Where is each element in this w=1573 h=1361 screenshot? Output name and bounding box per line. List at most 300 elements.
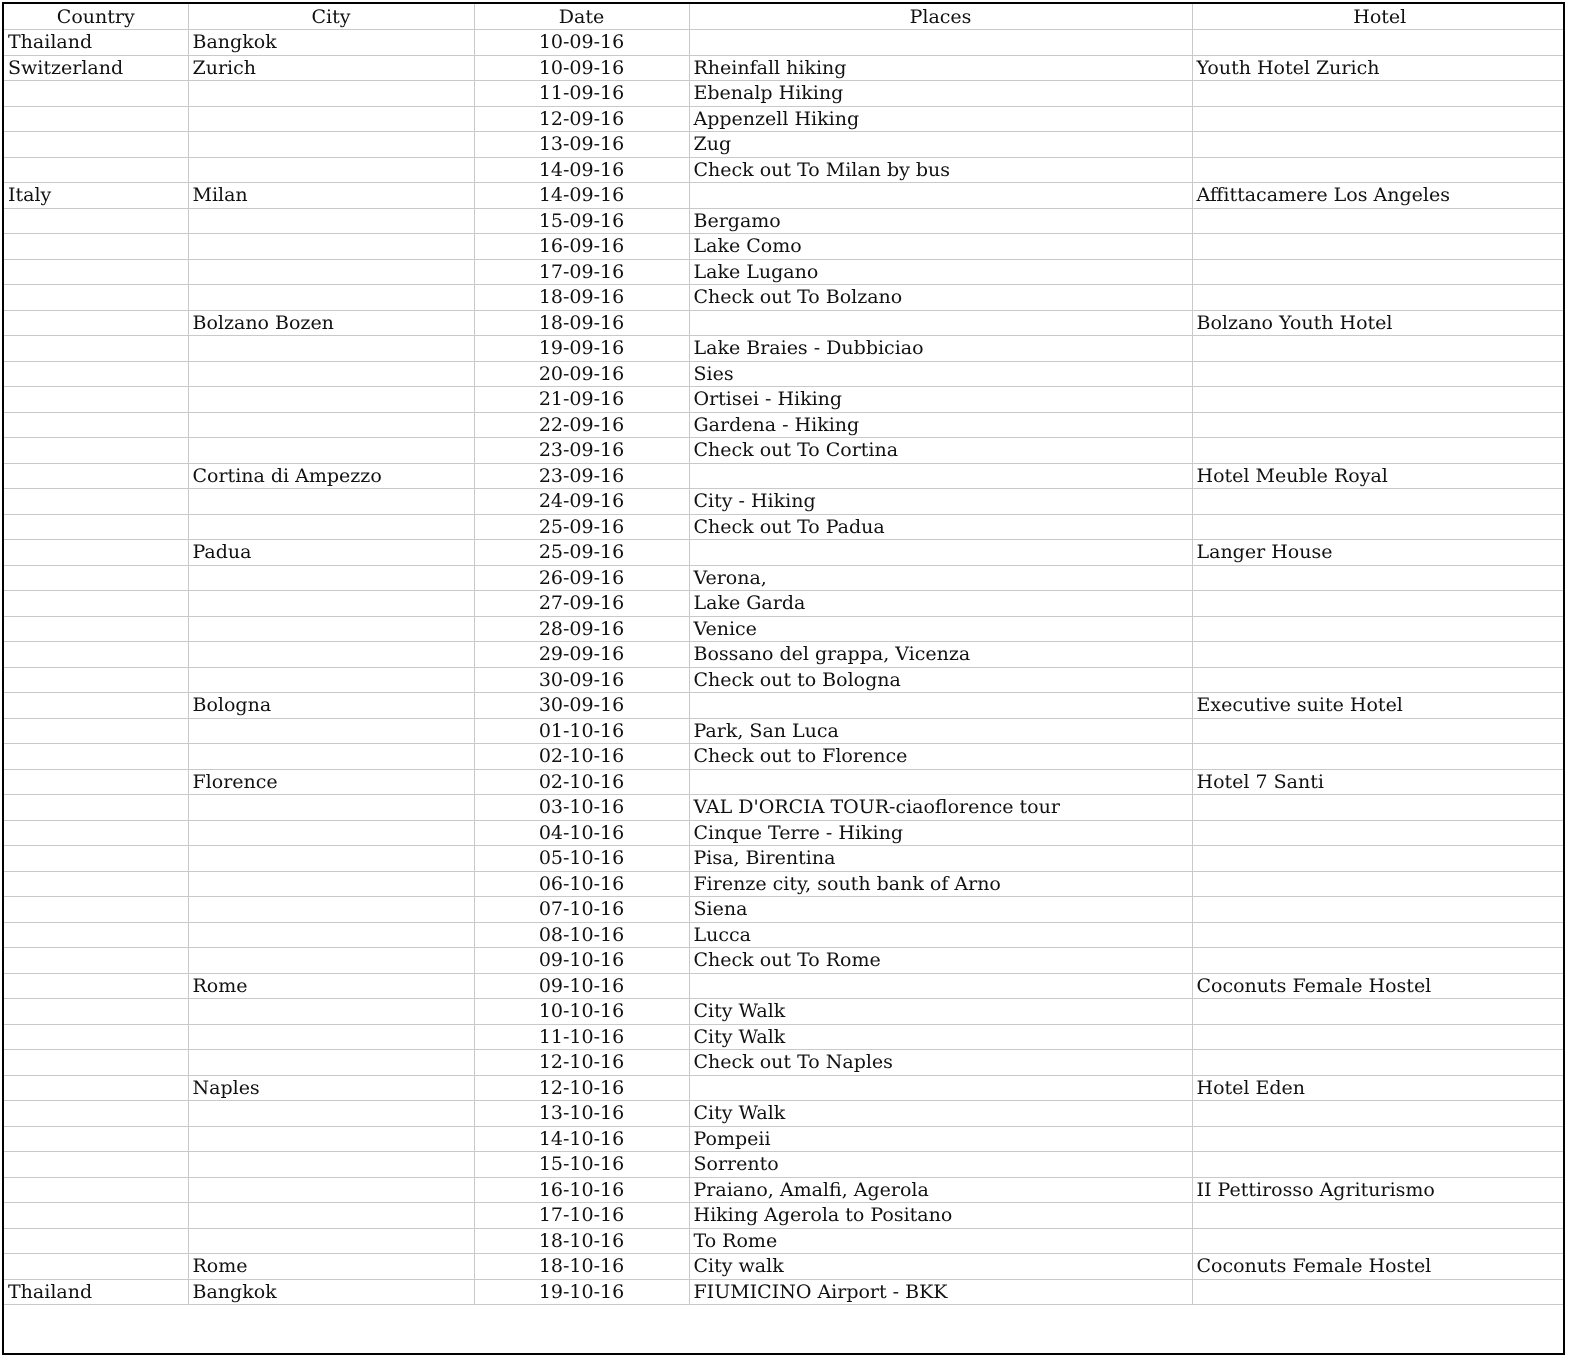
places-cell[interactable]: Firenze city, south bank of Arno: [689, 871, 1192, 897]
country-cell[interactable]: [4, 1024, 188, 1050]
city-cell[interactable]: [188, 336, 474, 362]
city-cell[interactable]: Rome: [188, 973, 474, 999]
date-cell[interactable]: 23-09-16: [474, 438, 689, 464]
city-cell[interactable]: Cortina di Ampezzo: [188, 463, 474, 489]
places-cell[interactable]: Check out to Bologna: [689, 667, 1192, 693]
country-cell[interactable]: [4, 1050, 188, 1076]
date-cell[interactable]: 05-10-16: [474, 846, 689, 872]
places-cell[interactable]: Check out To Naples: [689, 1050, 1192, 1076]
places-cell[interactable]: Check out To Padua: [689, 514, 1192, 540]
country-cell[interactable]: [4, 1254, 188, 1280]
places-cell[interactable]: Check out To Rome: [689, 948, 1192, 974]
places-cell[interactable]: Pompeii: [689, 1126, 1192, 1152]
country-cell[interactable]: [4, 540, 188, 566]
hotel-cell[interactable]: [1192, 922, 1565, 948]
city-cell[interactable]: [188, 81, 474, 107]
table-row: [4, 1075, 1565, 1101]
hotel-cell[interactable]: [1192, 897, 1565, 923]
table-row: [4, 1228, 1565, 1254]
hotel-cell[interactable]: Hotel 7 Santi: [1192, 769, 1565, 795]
country-cell[interactable]: [4, 514, 188, 540]
header-row: [4, 4, 1565, 30]
places-cell[interactable]: VAL D'ORCIA TOUR-ciaoflorence tour: [689, 795, 1192, 821]
date-cell[interactable]: 09-10-16: [474, 948, 689, 974]
city-cell[interactable]: Milan: [188, 183, 474, 209]
places-cell[interactable]: Siena: [689, 897, 1192, 923]
date-cell[interactable]: 06-10-16: [474, 871, 689, 897]
places-cell[interactable]: Verona,: [689, 565, 1192, 591]
table-row: [4, 1126, 1565, 1152]
table-row: [4, 106, 1565, 132]
hotel-cell[interactable]: [1192, 1101, 1565, 1127]
date-cell[interactable]: 26-09-16: [474, 565, 689, 591]
table-row: [4, 55, 1565, 81]
date-cell[interactable]: 15-10-16: [474, 1152, 689, 1178]
date-cell[interactable]: 25-09-16: [474, 514, 689, 540]
table-row: [4, 1024, 1565, 1050]
places-cell[interactable]: City Walk: [689, 1101, 1192, 1127]
city-cell[interactable]: [188, 234, 474, 260]
hotel-cell[interactable]: Bolzano Youth Hotel: [1192, 310, 1565, 336]
country-cell[interactable]: [4, 744, 188, 770]
city-cell[interactable]: [188, 718, 474, 744]
places-cell[interactable]: [689, 310, 1192, 336]
date-cell[interactable]: 17-09-16: [474, 259, 689, 285]
table-row: [4, 871, 1565, 897]
country-cell[interactable]: [4, 846, 188, 872]
hotel-cell[interactable]: [1192, 361, 1565, 387]
places-cell[interactable]: [689, 769, 1192, 795]
places-cell[interactable]: [689, 540, 1192, 566]
places-cell[interactable]: Bossano del grappa, Vicenza: [689, 642, 1192, 668]
country-cell[interactable]: [4, 1101, 188, 1127]
table-row: [4, 183, 1565, 209]
hotel-cell[interactable]: II Pettirosso Agriturismo: [1192, 1177, 1565, 1203]
date-cell[interactable]: 21-09-16: [474, 387, 689, 413]
hotel-cell[interactable]: [1192, 948, 1565, 974]
city-cell[interactable]: [188, 438, 474, 464]
places-cell[interactable]: Check out To Bolzano: [689, 285, 1192, 311]
places-cell[interactable]: Lake Garda: [689, 591, 1192, 617]
city-cell[interactable]: [188, 259, 474, 285]
country-cell[interactable]: [4, 1075, 188, 1101]
city-cell[interactable]: Bologna: [188, 693, 474, 719]
city-cell[interactable]: [188, 1101, 474, 1127]
city-cell[interactable]: [188, 897, 474, 923]
city-cell[interactable]: [188, 565, 474, 591]
hotel-cell[interactable]: [1192, 1152, 1565, 1178]
date-cell[interactable]: 18-10-16: [474, 1254, 689, 1280]
city-cell[interactable]: [188, 616, 474, 642]
hotel-cell[interactable]: [1192, 157, 1565, 183]
date-cell[interactable]: 07-10-16: [474, 897, 689, 923]
places-cell[interactable]: [689, 693, 1192, 719]
country-cell[interactable]: [4, 616, 188, 642]
city-cell[interactable]: Rome: [188, 1254, 474, 1280]
hotel-cell[interactable]: Coconuts Female Hostel: [1192, 973, 1565, 999]
places-cell[interactable]: [689, 30, 1192, 56]
hotel-cell[interactable]: [1192, 132, 1565, 158]
city-cell[interactable]: [188, 412, 474, 438]
table-row: [4, 718, 1565, 744]
date-cell[interactable]: 14-09-16: [474, 183, 689, 209]
date-cell[interactable]: 12-10-16: [474, 1050, 689, 1076]
table-row: [4, 540, 1565, 566]
date-cell[interactable]: 18-09-16: [474, 310, 689, 336]
city-cell[interactable]: [188, 1203, 474, 1229]
places-cell[interactable]: Venice: [689, 616, 1192, 642]
table-row: [4, 973, 1565, 999]
header-country[interactable]: Country: [4, 4, 188, 30]
city-cell[interactable]: [188, 489, 474, 515]
date-cell[interactable]: 12-10-16: [474, 1075, 689, 1101]
date-cell[interactable]: 04-10-16: [474, 820, 689, 846]
hotel-cell[interactable]: [1192, 591, 1565, 617]
city-cell[interactable]: [188, 795, 474, 821]
country-cell[interactable]: [4, 234, 188, 260]
hotel-cell[interactable]: [1192, 795, 1565, 821]
places-cell[interactable]: Ebenalp Hiking: [689, 81, 1192, 107]
table-row: [4, 336, 1565, 362]
table-row: [4, 1279, 1565, 1305]
hotel-cell[interactable]: Affittacamere Los Angeles: [1192, 183, 1565, 209]
date-cell[interactable]: 30-09-16: [474, 693, 689, 719]
city-cell[interactable]: Florence: [188, 769, 474, 795]
city-cell[interactable]: [188, 1126, 474, 1152]
hotel-cell[interactable]: Coconuts Female Hostel: [1192, 1254, 1565, 1280]
country-cell[interactable]: [4, 795, 188, 821]
table-row: [4, 820, 1565, 846]
date-cell[interactable]: 02-10-16: [474, 744, 689, 770]
date-cell[interactable]: 18-09-16: [474, 285, 689, 311]
date-cell[interactable]: 16-09-16: [474, 234, 689, 260]
country-cell[interactable]: [4, 361, 188, 387]
hotel-cell[interactable]: [1192, 1228, 1565, 1254]
table-row: [4, 514, 1565, 540]
country-cell[interactable]: [4, 999, 188, 1025]
hotel-cell[interactable]: Executive suite Hotel: [1192, 693, 1565, 719]
country-cell[interactable]: Thailand: [4, 30, 188, 56]
city-cell[interactable]: [188, 387, 474, 413]
country-cell[interactable]: [4, 922, 188, 948]
hotel-cell[interactable]: [1192, 871, 1565, 897]
hotel-cell[interactable]: [1192, 667, 1565, 693]
places-cell[interactable]: Check out to Florence: [689, 744, 1192, 770]
hotel-cell[interactable]: [1192, 336, 1565, 362]
country-cell[interactable]: [4, 871, 188, 897]
table-row: [4, 616, 1565, 642]
country-cell[interactable]: [4, 820, 188, 846]
places-cell[interactable]: [689, 183, 1192, 209]
table-row: [4, 208, 1565, 234]
table-row: [4, 1101, 1565, 1127]
country-cell[interactable]: [4, 438, 188, 464]
date-cell[interactable]: 24-09-16: [474, 489, 689, 515]
country-cell[interactable]: [4, 1126, 188, 1152]
places-cell[interactable]: Lucca: [689, 922, 1192, 948]
date-cell[interactable]: 12-09-16: [474, 106, 689, 132]
city-cell[interactable]: [188, 846, 474, 872]
city-cell[interactable]: [188, 1024, 474, 1050]
date-cell[interactable]: 16-10-16: [474, 1177, 689, 1203]
header-date[interactable]: Date: [474, 4, 689, 30]
hotel-cell[interactable]: [1192, 438, 1565, 464]
hotel-cell[interactable]: [1192, 1050, 1565, 1076]
hotel-cell[interactable]: [1192, 744, 1565, 770]
hotel-cell[interactable]: [1192, 259, 1565, 285]
places-cell[interactable]: Sorrento: [689, 1152, 1192, 1178]
date-cell[interactable]: 30-09-16: [474, 667, 689, 693]
city-cell[interactable]: [188, 285, 474, 311]
table-row: [4, 1254, 1565, 1280]
places-cell[interactable]: Park, San Luca: [689, 718, 1192, 744]
places-cell[interactable]: City walk: [689, 1254, 1192, 1280]
places-cell[interactable]: Check out To Cortina: [689, 438, 1192, 464]
table-row: [4, 846, 1565, 872]
country-cell[interactable]: [4, 1228, 188, 1254]
places-cell[interactable]: Appenzell Hiking: [689, 106, 1192, 132]
hotel-cell[interactable]: [1192, 514, 1565, 540]
hotel-cell[interactable]: [1192, 846, 1565, 872]
country-cell[interactable]: [4, 667, 188, 693]
country-cell[interactable]: [4, 463, 188, 489]
places-cell[interactable]: [689, 973, 1192, 999]
hotel-cell[interactable]: [1192, 1279, 1565, 1305]
table-row: [4, 897, 1565, 923]
city-cell[interactable]: [188, 667, 474, 693]
hotel-cell[interactable]: [1192, 565, 1565, 591]
city-cell[interactable]: [188, 132, 474, 158]
city-cell[interactable]: [188, 948, 474, 974]
date-cell[interactable]: 02-10-16: [474, 769, 689, 795]
places-cell[interactable]: Lake Braies - Dubbiciao: [689, 336, 1192, 362]
hotel-cell[interactable]: [1192, 412, 1565, 438]
places-cell[interactable]: [689, 1075, 1192, 1101]
date-cell[interactable]: 22-09-16: [474, 412, 689, 438]
city-cell[interactable]: [188, 642, 474, 668]
places-cell[interactable]: FIUMICINO Airport - BKK: [689, 1279, 1192, 1305]
places-cell[interactable]: [689, 463, 1192, 489]
city-cell[interactable]: [188, 1050, 474, 1076]
hotel-cell[interactable]: [1192, 718, 1565, 744]
places-cell[interactable]: Bergamo: [689, 208, 1192, 234]
city-cell[interactable]: [188, 1228, 474, 1254]
city-cell[interactable]: [188, 106, 474, 132]
date-cell[interactable]: 14-10-16: [474, 1126, 689, 1152]
country-cell[interactable]: [4, 106, 188, 132]
date-cell[interactable]: 10-09-16: [474, 30, 689, 56]
hotel-cell[interactable]: Youth Hotel Zurich: [1192, 55, 1565, 81]
country-cell[interactable]: [4, 897, 188, 923]
hotel-cell[interactable]: [1192, 30, 1565, 56]
city-cell[interactable]: [188, 820, 474, 846]
hotel-cell[interactable]: [1192, 616, 1565, 642]
country-cell[interactable]: [4, 1152, 188, 1178]
places-cell[interactable]: Lake Como: [689, 234, 1192, 260]
header-places[interactable]: Places: [689, 4, 1192, 30]
city-cell[interactable]: [188, 744, 474, 770]
city-cell[interactable]: [188, 922, 474, 948]
date-cell[interactable]: 13-10-16: [474, 1101, 689, 1127]
country-cell[interactable]: Switzerland: [4, 55, 188, 81]
country-cell[interactable]: [4, 973, 188, 999]
country-cell[interactable]: [4, 642, 188, 668]
hotel-cell[interactable]: [1192, 81, 1565, 107]
table-row: [4, 565, 1565, 591]
city-cell[interactable]: [188, 1152, 474, 1178]
country-cell[interactable]: [4, 387, 188, 413]
date-cell[interactable]: 25-09-16: [474, 540, 689, 566]
table-row: [4, 693, 1565, 719]
date-cell[interactable]: 11-09-16: [474, 81, 689, 107]
date-cell[interactable]: 01-10-16: [474, 718, 689, 744]
country-cell[interactable]: [4, 565, 188, 591]
places-cell[interactable]: Rheinfall hiking: [689, 55, 1192, 81]
hotel-cell[interactable]: [1192, 489, 1565, 515]
country-cell[interactable]: [4, 157, 188, 183]
hotel-cell[interactable]: [1192, 1024, 1565, 1050]
table-row: [4, 489, 1565, 515]
table-row: [4, 361, 1565, 387]
table-row: [4, 948, 1565, 974]
date-cell[interactable]: 09-10-16: [474, 973, 689, 999]
places-cell[interactable]: Ortisei - Hiking: [689, 387, 1192, 413]
date-cell[interactable]: 27-09-16: [474, 591, 689, 617]
places-cell[interactable]: Sies: [689, 361, 1192, 387]
country-cell[interactable]: [4, 259, 188, 285]
places-cell[interactable]: Gardena - Hiking: [689, 412, 1192, 438]
city-cell[interactable]: [188, 999, 474, 1025]
city-cell[interactable]: [188, 208, 474, 234]
places-cell[interactable]: Hiking Agerola to Positano: [689, 1203, 1192, 1229]
country-cell[interactable]: [4, 1203, 188, 1229]
places-cell[interactable]: Lake Lugano: [689, 259, 1192, 285]
table-row: [4, 642, 1565, 668]
header-city[interactable]: City: [188, 4, 474, 30]
city-cell[interactable]: Padua: [188, 540, 474, 566]
places-cell[interactable]: To Rome: [689, 1228, 1192, 1254]
table-row: [4, 387, 1565, 413]
city-cell[interactable]: Naples: [188, 1075, 474, 1101]
table-row: [4, 234, 1565, 260]
table-body: [4, 30, 1565, 1305]
city-cell[interactable]: [188, 361, 474, 387]
table-row: [4, 30, 1565, 56]
date-cell[interactable]: 19-10-16: [474, 1279, 689, 1305]
city-cell[interactable]: [188, 157, 474, 183]
places-cell[interactable]: Check out To Milan by bus: [689, 157, 1192, 183]
places-cell[interactable]: City Walk: [689, 999, 1192, 1025]
country-cell[interactable]: Thailand: [4, 1279, 188, 1305]
date-cell[interactable]: 28-09-16: [474, 616, 689, 642]
hotel-cell[interactable]: [1192, 642, 1565, 668]
places-cell[interactable]: Pisa, Birentina: [689, 846, 1192, 872]
country-cell[interactable]: [4, 81, 188, 107]
date-cell[interactable]: 14-09-16: [474, 157, 689, 183]
country-cell[interactable]: [4, 489, 188, 515]
table-row: [4, 1203, 1565, 1229]
hotel-cell[interactable]: [1192, 387, 1565, 413]
hotel-cell[interactable]: [1192, 234, 1565, 260]
table-row: [4, 259, 1565, 285]
country-cell[interactable]: [4, 412, 188, 438]
places-cell[interactable]: Cinque Terre - Hiking: [689, 820, 1192, 846]
date-cell[interactable]: 10-10-16: [474, 999, 689, 1025]
city-cell[interactable]: Bangkok: [188, 1279, 474, 1305]
table-row: [4, 999, 1565, 1025]
table-row: [4, 438, 1565, 464]
city-cell[interactable]: [188, 1177, 474, 1203]
table-row: [4, 795, 1565, 821]
country-cell[interactable]: [4, 693, 188, 719]
spreadsheet-frame: [2, 2, 1565, 1355]
country-cell[interactable]: [4, 285, 188, 311]
hotel-cell[interactable]: [1192, 1126, 1565, 1152]
country-cell[interactable]: [4, 769, 188, 795]
table-row: [4, 463, 1565, 489]
city-cell[interactable]: Bangkok: [188, 30, 474, 56]
country-cell[interactable]: [4, 310, 188, 336]
country-cell[interactable]: [4, 1177, 188, 1203]
hotel-cell[interactable]: [1192, 208, 1565, 234]
date-cell[interactable]: 13-09-16: [474, 132, 689, 158]
table-row: [4, 81, 1565, 107]
city-cell[interactable]: [188, 514, 474, 540]
hotel-cell[interactable]: Langer House: [1192, 540, 1565, 566]
country-cell[interactable]: [4, 336, 188, 362]
country-cell[interactable]: [4, 948, 188, 974]
date-cell[interactable]: 17-10-16: [474, 1203, 689, 1229]
hotel-cell[interactable]: [1192, 106, 1565, 132]
country-cell[interactable]: Italy: [4, 183, 188, 209]
date-cell[interactable]: 10-09-16: [474, 55, 689, 81]
hotel-cell[interactable]: Hotel Meuble Royal: [1192, 463, 1565, 489]
country-cell[interactable]: [4, 591, 188, 617]
city-cell[interactable]: [188, 871, 474, 897]
date-cell[interactable]: 19-09-16: [474, 336, 689, 362]
date-cell[interactable]: 15-09-16: [474, 208, 689, 234]
places-cell[interactable]: City Walk: [689, 1024, 1192, 1050]
country-cell[interactable]: [4, 208, 188, 234]
country-cell[interactable]: [4, 718, 188, 744]
places-cell[interactable]: Zug: [689, 132, 1192, 158]
date-cell[interactable]: 18-10-16: [474, 1228, 689, 1254]
date-cell[interactable]: 20-09-16: [474, 361, 689, 387]
hotel-cell[interactable]: [1192, 820, 1565, 846]
date-cell[interactable]: 11-10-16: [474, 1024, 689, 1050]
table-row: [4, 1050, 1565, 1076]
table-row: [4, 132, 1565, 158]
city-cell[interactable]: Bolzano Bozen: [188, 310, 474, 336]
country-cell[interactable]: [4, 132, 188, 158]
table-row: [4, 157, 1565, 183]
hotel-cell[interactable]: [1192, 1203, 1565, 1229]
date-cell[interactable]: 03-10-16: [474, 795, 689, 821]
hotel-cell[interactable]: [1192, 285, 1565, 311]
table-row: [4, 310, 1565, 336]
places-cell[interactable]: City - Hiking: [689, 489, 1192, 515]
itinerary-table: [4, 4, 1565, 1305]
hotel-cell[interactable]: Hotel Eden: [1192, 1075, 1565, 1101]
date-cell[interactable]: 08-10-16: [474, 922, 689, 948]
date-cell[interactable]: 23-09-16: [474, 463, 689, 489]
city-cell[interactable]: [188, 591, 474, 617]
hotel-cell[interactable]: [1192, 999, 1565, 1025]
header-hotel[interactable]: Hotel: [1192, 4, 1565, 30]
city-cell[interactable]: Zurich: [188, 55, 474, 81]
places-cell[interactable]: Praiano, Amalfi, Agerola: [689, 1177, 1192, 1203]
date-cell[interactable]: 29-09-16: [474, 642, 689, 668]
